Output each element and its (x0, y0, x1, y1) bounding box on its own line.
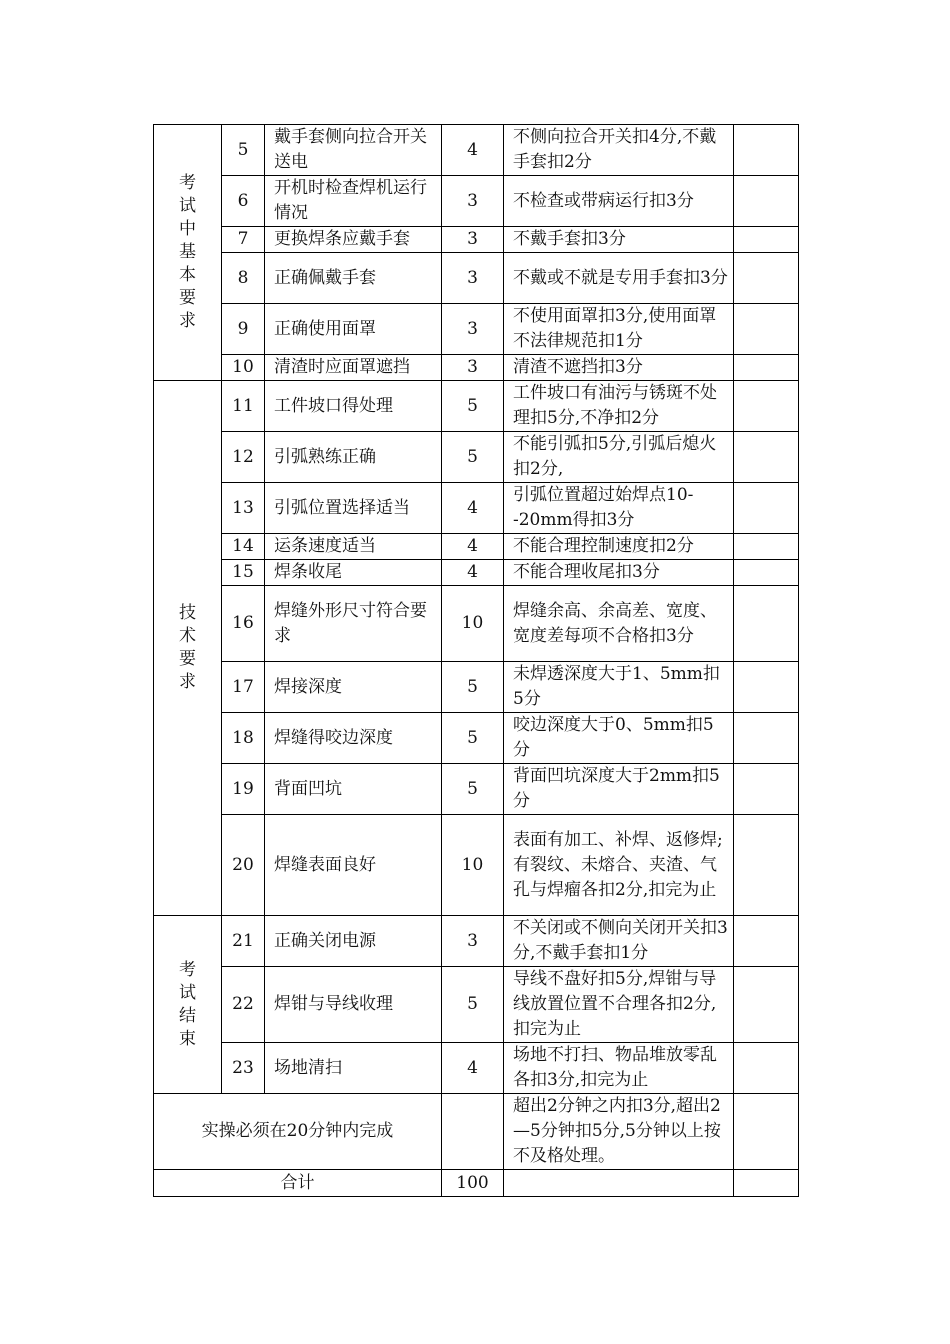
blank-cell (734, 815, 799, 916)
item-cell: 焊缝表面良好 (265, 815, 442, 916)
row-number: 5 (222, 125, 265, 176)
blank-cell (734, 304, 799, 355)
category-label: 考试中基本要求 (179, 173, 196, 331)
category-cell (154, 381, 222, 916)
row-number: 7 (222, 227, 265, 253)
rule-cell: 不能合理收尾扣3分 (504, 560, 734, 586)
table-row (154, 560, 799, 586)
total-label: 合计 (154, 1170, 442, 1197)
item-cell: 正确关闭电源 (265, 916, 442, 967)
rule-cell: 不关闭或不侧向关闭开关扣3分,不戴手套扣1分 (504, 916, 734, 967)
item-cell: 引弧位置选择适当 (265, 483, 442, 534)
row-number: 17 (222, 662, 265, 713)
item-cell: 引弧熟练正确 (265, 432, 442, 483)
rule-cell: 不检查或带病运行扣3分 (504, 176, 734, 227)
score-cell: 3 (442, 304, 504, 355)
row-number: 18 (222, 713, 265, 764)
score-cell: 3 (442, 227, 504, 253)
score-cell: 3 (442, 176, 504, 227)
score-cell: 4 (442, 534, 504, 560)
item-cell: 正确佩戴手套 (265, 253, 442, 304)
blank-cell (734, 764, 799, 815)
item-cell: 开机时检查焊机运行情况 (265, 176, 442, 227)
blank-cell (734, 125, 799, 176)
score-cell: 4 (442, 1043, 504, 1094)
table-row (154, 534, 799, 560)
row-number: 21 (222, 916, 265, 967)
table-row (154, 713, 799, 764)
blank-cell (734, 1094, 799, 1170)
item-cell: 场地清扫 (265, 1043, 442, 1094)
item-cell: 焊钳与导线收理 (265, 967, 442, 1043)
table-row (154, 815, 799, 916)
item-cell: 运条速度适当 (265, 534, 442, 560)
row-number: 15 (222, 560, 265, 586)
row-number: 12 (222, 432, 265, 483)
row-number: 9 (222, 304, 265, 355)
row-number: 20 (222, 815, 265, 916)
table-row (154, 227, 799, 253)
blank-cell (734, 1170, 799, 1197)
row-number: 19 (222, 764, 265, 815)
total-row (154, 1170, 799, 1197)
item-cell: 焊接深度 (265, 662, 442, 713)
score-cell: 5 (442, 764, 504, 815)
table-row (154, 662, 799, 713)
rule-cell: 不能合理控制速度扣2分 (504, 534, 734, 560)
blank-cell (734, 381, 799, 432)
score-cell: 10 (442, 815, 504, 916)
rule-cell: 不使用面罩扣3分,使用面罩不法律规范扣1分 (504, 304, 734, 355)
rule-cell: 背面凹坑深度大于2mm扣5分 (504, 764, 734, 815)
score-cell: 10 (442, 586, 504, 662)
blank-cell (734, 227, 799, 253)
rule-cell: 清渣不遮挡扣3分 (504, 355, 734, 381)
rule-cell: 不侧向拉合开关扣4分,不戴手套扣2分 (504, 125, 734, 176)
row-number: 6 (222, 176, 265, 227)
category-cell (154, 125, 222, 381)
item-cell: 戴手套侧向拉合开关送电 (265, 125, 442, 176)
total-score: 100 (442, 1170, 504, 1197)
table-row (154, 1043, 799, 1094)
blank-cell (734, 560, 799, 586)
time-limit-score (442, 1094, 504, 1170)
rule-cell: 不能引弧扣5分,引弧后熄火扣2分, (504, 432, 734, 483)
item-cell: 背面凹坑 (265, 764, 442, 815)
score-cell: 3 (442, 253, 504, 304)
blank-cell (734, 176, 799, 227)
rule-cell: 未焊透深度大于1、5mm扣5分 (504, 662, 734, 713)
item-cell: 正确使用面罩 (265, 304, 442, 355)
row-number: 8 (222, 253, 265, 304)
row-number: 13 (222, 483, 265, 534)
row-number: 11 (222, 381, 265, 432)
blank-cell (734, 916, 799, 967)
rule-cell: 不戴或不就是专用手套扣3分 (504, 253, 734, 304)
blank-cell (734, 662, 799, 713)
score-cell: 4 (442, 560, 504, 586)
rule-cell: 焊缝余高、余高差、宽度、宽度差每项不合格扣3分 (504, 586, 734, 662)
table-row (154, 432, 799, 483)
blank-cell (734, 1043, 799, 1094)
table-row (154, 381, 799, 432)
score-cell: 3 (442, 916, 504, 967)
rule-cell: 场地不打扫、物品堆放零乱各扣3分,扣完为止 (504, 1043, 734, 1094)
item-cell: 更换焊条应戴手套 (265, 227, 442, 253)
row-number: 14 (222, 534, 265, 560)
time-limit-row (154, 1094, 799, 1170)
time-limit-label: 实操必须在20分钟内完成 (154, 1094, 442, 1170)
score-cell: 3 (442, 355, 504, 381)
total-rule (504, 1170, 734, 1197)
blank-cell (734, 713, 799, 764)
score-cell: 5 (442, 432, 504, 483)
rule-cell: 引弧位置超过始焊点10--20mm得扣3分 (504, 483, 734, 534)
item-cell: 焊条收尾 (265, 560, 442, 586)
table-row (154, 355, 799, 381)
time-limit-rule: 超出2分钟之内扣3分,超出2—5分钟扣5分,5分钟以上按不及格处理。 (504, 1094, 734, 1170)
category-label: 技术要求 (179, 603, 196, 692)
score-cell: 5 (442, 967, 504, 1043)
rule-cell: 导线不盘好扣5分,焊钳与导线放置位置不合理各扣2分,扣完为止 (504, 967, 734, 1043)
item-cell: 工件坡口得处理 (265, 381, 442, 432)
table-row (154, 764, 799, 815)
table-row (154, 253, 799, 304)
rule-cell: 咬边深度大于0、5mm扣5分 (504, 713, 734, 764)
blank-cell (734, 586, 799, 662)
blank-cell (734, 355, 799, 381)
table-row (154, 176, 799, 227)
score-cell: 4 (442, 483, 504, 534)
scoring-table (153, 124, 799, 1197)
item-cell: 清渣时应面罩遮挡 (265, 355, 442, 381)
row-number: 16 (222, 586, 265, 662)
table-row (154, 304, 799, 355)
score-cell: 5 (442, 381, 504, 432)
table-row (154, 586, 799, 662)
score-cell: 4 (442, 125, 504, 176)
blank-cell (734, 967, 799, 1043)
item-cell: 焊缝外形尺寸符合要求 (265, 586, 442, 662)
category-label: 考试结束 (179, 959, 196, 1049)
blank-cell (734, 432, 799, 483)
table-row (154, 916, 799, 967)
table-row (154, 125, 799, 176)
score-cell: 5 (442, 662, 504, 713)
category-cell (154, 916, 222, 1094)
table-row (154, 967, 799, 1043)
blank-cell (734, 483, 799, 534)
rule-cell: 不戴手套扣3分 (504, 227, 734, 253)
rule-cell: 表面有加工、补焊、返修焊;有裂纹、未熔合、夹渣、气孔与焊瘤各扣2分,扣完为止 (504, 815, 734, 916)
row-number: 23 (222, 1043, 265, 1094)
row-number: 10 (222, 355, 265, 381)
table-row (154, 483, 799, 534)
item-cell: 焊缝得咬边深度 (265, 713, 442, 764)
score-cell: 5 (442, 713, 504, 764)
blank-cell (734, 534, 799, 560)
blank-cell (734, 253, 799, 304)
rule-cell: 工件坡口有油污与锈斑不处理扣5分,不净扣2分 (504, 381, 734, 432)
row-number: 22 (222, 967, 265, 1043)
